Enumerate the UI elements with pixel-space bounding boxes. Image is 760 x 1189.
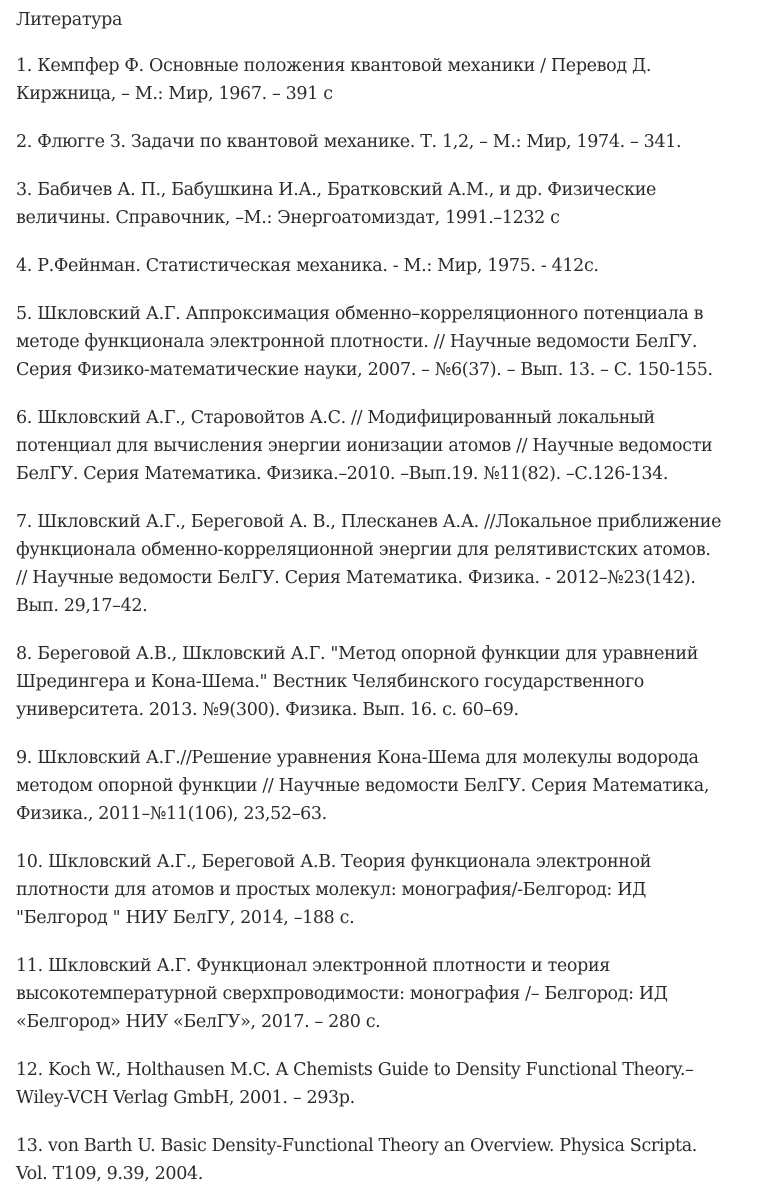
reference-list	[16, 52, 752, 1188]
reference-item-6: 6. Шкловский А.Г., Старовойтов А.С. // Модифицированный локальный потенциал для вычисления энергии ионизации атомов // Научные ведомости БелГУ. Серия Математика. Физика.–2010. –Вып.19. №11(82). –С.126-134.	[16, 408, 713, 484]
reference-item-1: 1. Кемпфер Ф. Основные положения квантовой механики / Перевод Д. Киржница, – М.: Мир, 1967. – 391 с	[16, 56, 652, 104]
reference-item-8: 8. Береговой А.В., Шкловский А.Г. "Метод опорной функции для уравнений Шредингера и Кона-Шема." Вестник Челябинского государственного университета. 2013. №9(300). Физика. Вып. 16. с. 60–69.	[16, 644, 699, 720]
reference-item-3: 3. Бабичев А. П., Бабушкина И.А., Братковский А.М., и др. Физические величины. Справочник, –М.: Энергоатомиздат, 1991.–1232 с	[16, 180, 657, 228]
reference-item-7: 7. Шкловский А.Г., Береговой А. В., Плесканев А.А. //Локальное приближение функционала обменно-корреляционной энергии для релятивистских атомов. // Научные ведомости БелГУ. Серия Математика. Физика. - 2012–№23(142). Вып. 29,17–42.	[16, 512, 722, 616]
reference-item-5: 5. Шкловский А.Г. Аппроксимация обменно–корреляционного потенциала в методе функционала электронной плотности. // Научные ведомости БелГУ. Серия Физико-математические науки, 2007. – №6(37). – Вып. 13. – С. 150-155.	[16, 304, 713, 380]
reference-item-2: 2. Флюгге З. Задачи по квантовой механике. Т. 1,2, – М.: Мир, 1974. – 341.	[16, 132, 682, 152]
page-title: Литература	[16, 10, 123, 30]
reference-item-10: 10. Шкловский А.Г., Береговой А.В. Теория функционала электронной плотности для атомов и простых молекул: монография/-Белгород: ИД "Белгород " НИУ БелГУ, 2014, –188 с.	[16, 852, 652, 928]
page-content	[16, 6, 752, 1188]
reference-item-9: 9. Шкловский А.Г.//Решение уравнения Кона-Шема для молекулы водорода методом опорной функции // Научные ведомости БелГУ. Серия Математика, Физика., 2011–№11(106), 23,52–63.	[16, 748, 710, 824]
reference-item-11: 11. Шкловский А.Г. Функционал электронной плотности и теория высокотемпературной сверхпроводимости: монография /– Белгород: ИД «Белгород» НИУ «БелГУ», 2017. – 280 с.	[16, 956, 668, 1032]
reference-item-13: 13. von Barth U. Basic Density-Functional Theory an Overview. Physica Scripta. Vol. T109, 9.39, 2004.	[16, 1136, 697, 1184]
reference-item-4: 4. Р.Фейнман. Статистическая механика. - М.: Мир, 1975. - 412с.	[16, 256, 599, 276]
reference-item-12: 12. Koch W., Holthausen M.C. A Chemists Guide to Density Functional Theory.– Wiley-VCH Verlag GmbH, 2001. – 293р.	[16, 1060, 694, 1108]
